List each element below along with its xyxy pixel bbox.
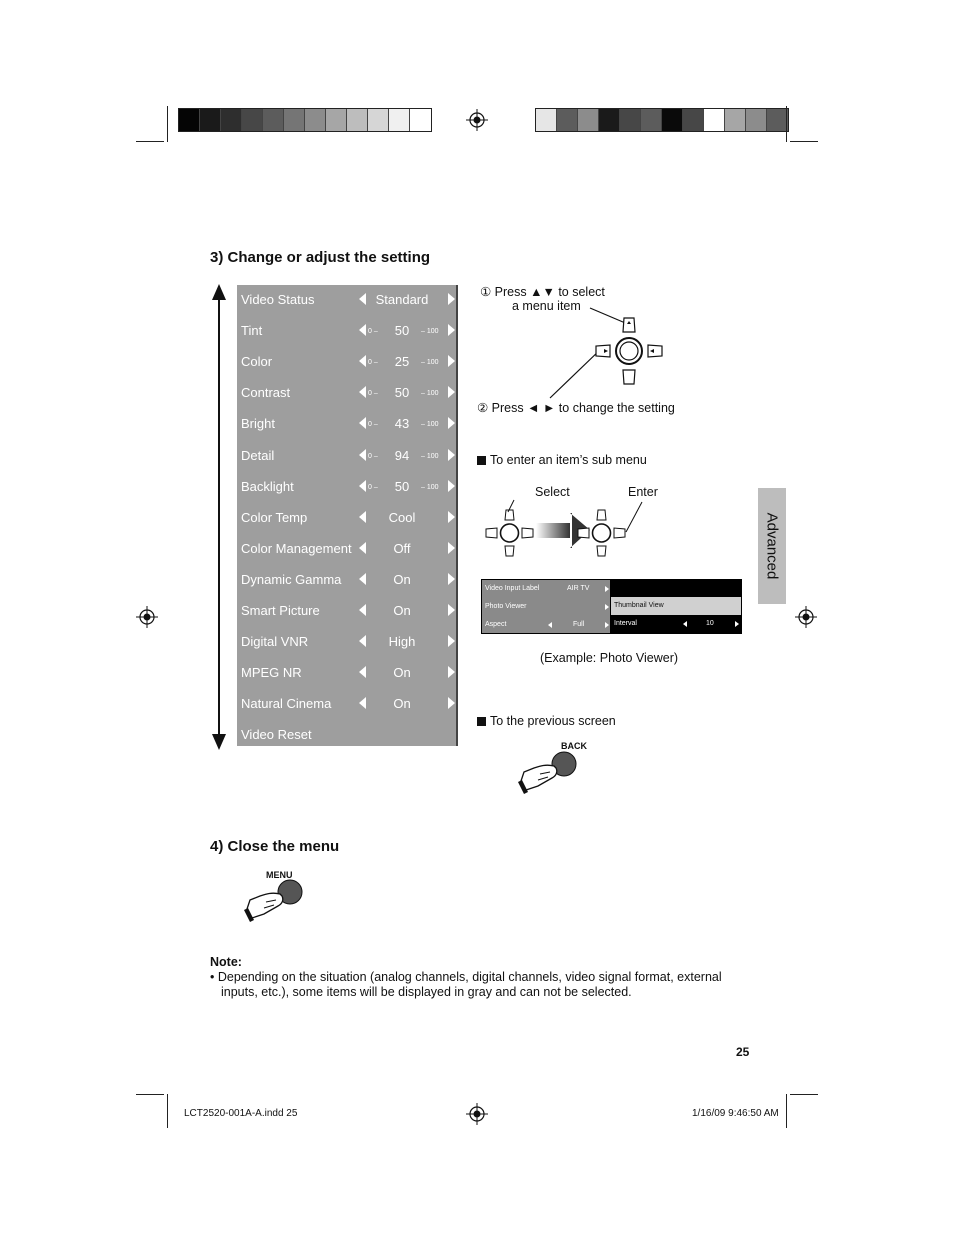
example-row-label: Photo Viewer	[485, 603, 527, 610]
color-swatch	[683, 109, 704, 131]
enter-label: Enter	[628, 485, 658, 499]
menu-item-label: Color Management	[241, 540, 352, 556]
section-4-title: 4) Close the menu	[210, 838, 340, 855]
color-swatch	[725, 109, 746, 131]
range-max-label: – 100	[421, 452, 439, 460]
menu-item-tint[interactable]	[237, 316, 456, 347]
range-min-label: 0 –	[368, 359, 378, 367]
left-arrow-icon	[683, 621, 687, 627]
range-min-label: 0 –	[368, 390, 378, 398]
menu-item-label: Tint	[241, 323, 263, 339]
advanced-side-tab	[758, 488, 786, 604]
color-swatch	[242, 109, 263, 131]
left-arrow-icon[interactable]	[359, 573, 366, 585]
menu-item-value: On	[393, 603, 411, 618]
menu-button-label: MENU	[266, 870, 293, 880]
menu-item-label: Natural Cinema	[241, 696, 332, 712]
menu-item-value: Off	[393, 540, 411, 556]
right-arrow-icon[interactable]	[448, 449, 455, 461]
menu-item-value: On	[393, 696, 411, 712]
crop-mark	[167, 106, 168, 142]
footer-timestamp: 1/16/09 9:46:50 AM	[692, 1108, 779, 1119]
left-arrow-icon[interactable]	[359, 417, 366, 429]
color-swatch	[410, 109, 431, 131]
note-line-1: • Depending on the situation (analog channels, digital channels, video signal format, external	[210, 970, 722, 984]
left-arrow-icon[interactable]	[359, 635, 366, 647]
right-arrow-icon[interactable]	[448, 697, 455, 709]
left-arrow-icon[interactable]	[359, 697, 366, 709]
right-arrow-icon	[605, 586, 609, 592]
select-enter-diagram	[484, 498, 644, 560]
range-max-label: – 100	[421, 421, 439, 429]
left-arrow-icon[interactable]	[359, 324, 366, 336]
right-arrow-icon[interactable]	[448, 386, 455, 398]
footer-file-name: LCT2520-001A-A.indd 25	[184, 1108, 298, 1119]
right-arrow-icon[interactable]	[448, 635, 455, 647]
left-arrow-icon[interactable]	[359, 355, 366, 367]
example-menu-row	[482, 580, 610, 598]
example-caption: (Example: Photo Viewer)	[540, 651, 679, 665]
select-label: Select	[535, 485, 570, 499]
color-swatch	[263, 109, 284, 131]
menu-item-natural-cinema[interactable]	[237, 689, 456, 720]
advanced-tab-label: Advanced	[763, 512, 781, 580]
menu-item-smart-picture[interactable]	[237, 596, 456, 627]
color-swatch	[368, 109, 389, 131]
menu-item-label: Color	[241, 354, 273, 370]
color-swatch	[284, 109, 305, 131]
left-arrow-icon[interactable]	[359, 666, 366, 678]
menu-item-value: 43	[394, 416, 410, 432]
menu-item-label: Video Status	[241, 292, 315, 307]
color-swatch	[179, 109, 200, 131]
example-menu-left	[482, 580, 610, 633]
step1-instruction: ① Press ▲▼ to select	[480, 285, 605, 299]
menu-item-value: On	[393, 571, 411, 587]
right-arrow-icon[interactable]	[448, 480, 455, 492]
bullet-icon	[477, 456, 486, 465]
registration-mark-right	[795, 606, 817, 628]
left-arrow-icon[interactable]	[359, 604, 366, 616]
menu-item-label: Smart Picture	[241, 603, 320, 618]
color-swatch	[200, 109, 221, 131]
menu-item-color-management[interactable]	[237, 534, 456, 565]
right-arrow-icon[interactable]	[448, 666, 455, 678]
color-swatch	[221, 109, 242, 131]
crop-mark	[786, 1094, 787, 1128]
color-swatch	[578, 109, 599, 131]
registration-mark-left	[136, 606, 158, 628]
range-max-label: – 100	[421, 359, 439, 367]
example-menu-row	[482, 598, 610, 616]
bullet-icon	[477, 717, 486, 726]
left-arrow-icon[interactable]	[359, 386, 366, 398]
example-sub-label: Interval	[614, 620, 637, 627]
menu-item-digital-vnr[interactable]	[237, 627, 456, 658]
menu-item-label: Bright	[241, 416, 275, 432]
example-menu-row	[482, 616, 610, 634]
menu-item-color-temp[interactable]	[237, 503, 456, 534]
registration-mark-bottom	[466, 1103, 488, 1125]
menu-item-video-status[interactable]	[237, 285, 456, 316]
menu-item-label: Digital VNR	[241, 634, 309, 650]
note-heading: Note:	[210, 955, 242, 969]
left-arrow-icon[interactable]	[359, 480, 366, 492]
menu-item-value: Cool	[388, 509, 416, 525]
right-arrow-icon[interactable]	[448, 542, 455, 554]
back-button-label: BACK	[561, 741, 587, 751]
previous-screen-heading	[477, 714, 616, 728]
right-arrow-icon[interactable]	[448, 355, 455, 367]
range-max-label: – 100	[421, 328, 439, 336]
color-bar-right	[535, 108, 789, 132]
range-min-label: 0 –	[368, 328, 378, 336]
menu-item-color[interactable]	[237, 347, 456, 378]
example-row-value: Full	[573, 621, 585, 628]
crop-mark	[790, 141, 818, 142]
right-arrow-icon[interactable]	[448, 417, 455, 429]
previous-screen-text: To the previous screen	[490, 714, 616, 728]
left-arrow-icon	[548, 622, 552, 628]
menu-item-detail[interactable]	[237, 441, 456, 472]
right-arrow-icon[interactable]	[448, 324, 455, 336]
menu-button-hand-icon	[242, 878, 306, 924]
left-arrow-icon[interactable]	[359, 542, 366, 554]
menu-item-value: 50	[394, 478, 410, 494]
menu-item-label: Color Temp	[241, 509, 308, 525]
left-arrow-icon[interactable]	[359, 449, 366, 461]
menu-item-value: On	[393, 665, 411, 681]
right-arrow-icon[interactable]	[448, 511, 455, 523]
range-min-label: 0 –	[368, 421, 378, 429]
example-submenu-row	[611, 615, 741, 633]
menu-item-label: Backlight	[241, 478, 294, 494]
right-arrow-icon[interactable]	[448, 573, 455, 585]
step1-instruction-cont: a menu item	[512, 299, 581, 313]
picture-menu-panel	[237, 285, 458, 746]
range-max-label: – 100	[421, 390, 439, 398]
color-swatch	[305, 109, 326, 131]
sub-menu-text: To enter an item’s sub menu	[490, 453, 647, 467]
crop-mark	[136, 141, 164, 142]
crop-mark	[167, 1094, 168, 1128]
example-row-label: Aspect	[485, 621, 507, 628]
menu-item-video-reset[interactable]	[237, 720, 456, 751]
note-line-2: inputs, etc.), some items will be displayed in gray and can not be selected.	[221, 985, 632, 999]
menu-item-value: 25	[394, 354, 410, 370]
right-arrow-icon[interactable]	[448, 604, 455, 616]
example-submenu-row-selected	[611, 597, 741, 615]
example-sub-label: Thumbnail View	[614, 602, 664, 609]
color-swatch	[389, 109, 410, 131]
menu-item-contrast[interactable]	[237, 378, 456, 409]
color-swatch	[704, 109, 725, 131]
right-arrow-icon[interactable]	[448, 293, 455, 305]
step2-instruction: ② Press ◄ ► to change the setting	[477, 401, 675, 415]
color-swatch	[347, 109, 368, 131]
range-max-label: – 100	[421, 483, 439, 491]
menu-item-dynamic-gamma[interactable]	[237, 565, 456, 596]
example-row-label: Video Input Label	[485, 585, 540, 592]
example-row-value: AIR TV	[567, 585, 590, 592]
color-swatch	[767, 109, 788, 131]
double-arrow-icon	[210, 284, 228, 750]
menu-item-mpeg-nr[interactable]	[237, 658, 456, 689]
color-bar-left	[178, 108, 432, 132]
range-min-label: 0 –	[368, 452, 378, 460]
menu-item-value: Standard	[375, 292, 429, 307]
menu-item-value: 50	[394, 385, 410, 401]
color-swatch	[536, 109, 557, 131]
range-min-label: 0 –	[368, 483, 378, 491]
left-arrow-icon[interactable]	[359, 511, 366, 523]
crop-mark	[136, 1094, 164, 1095]
menu-item-backlight[interactable]	[237, 472, 456, 503]
menu-item-value: 50	[394, 323, 410, 339]
section-3-title: 3) Change or adjust the setting	[210, 249, 431, 266]
color-swatch	[662, 109, 683, 131]
right-arrow-icon	[735, 621, 739, 627]
menu-item-value: 94	[394, 447, 410, 463]
menu-item-label: Detail	[241, 447, 275, 463]
menu-item-label: Dynamic Gamma	[241, 571, 342, 587]
sub-menu-heading	[477, 453, 647, 467]
color-swatch	[557, 109, 578, 131]
right-arrow-icon	[605, 604, 609, 610]
page-number: 25	[736, 1045, 750, 1059]
remote-dpad-icon	[594, 316, 664, 386]
menu-item-value: High	[388, 634, 416, 650]
color-swatch	[326, 109, 347, 131]
menu-item-label: MPEG NR	[241, 665, 302, 681]
back-button-hand-icon	[516, 750, 580, 796]
menu-item-label: Contrast	[241, 385, 291, 401]
example-photo-viewer-menu	[481, 579, 742, 634]
left-arrow-icon[interactable]	[359, 293, 366, 305]
color-swatch	[641, 109, 662, 131]
color-swatch	[620, 109, 641, 131]
example-sub-value: 10	[706, 620, 714, 627]
menu-item-bright[interactable]	[237, 409, 456, 440]
right-arrow-icon	[605, 622, 609, 628]
color-swatch	[599, 109, 620, 131]
menu-item-label: Video Reset	[241, 727, 312, 743]
color-swatch	[746, 109, 767, 131]
crop-mark	[790, 1094, 818, 1095]
registration-mark-top	[466, 109, 488, 131]
crop-mark	[786, 106, 787, 142]
